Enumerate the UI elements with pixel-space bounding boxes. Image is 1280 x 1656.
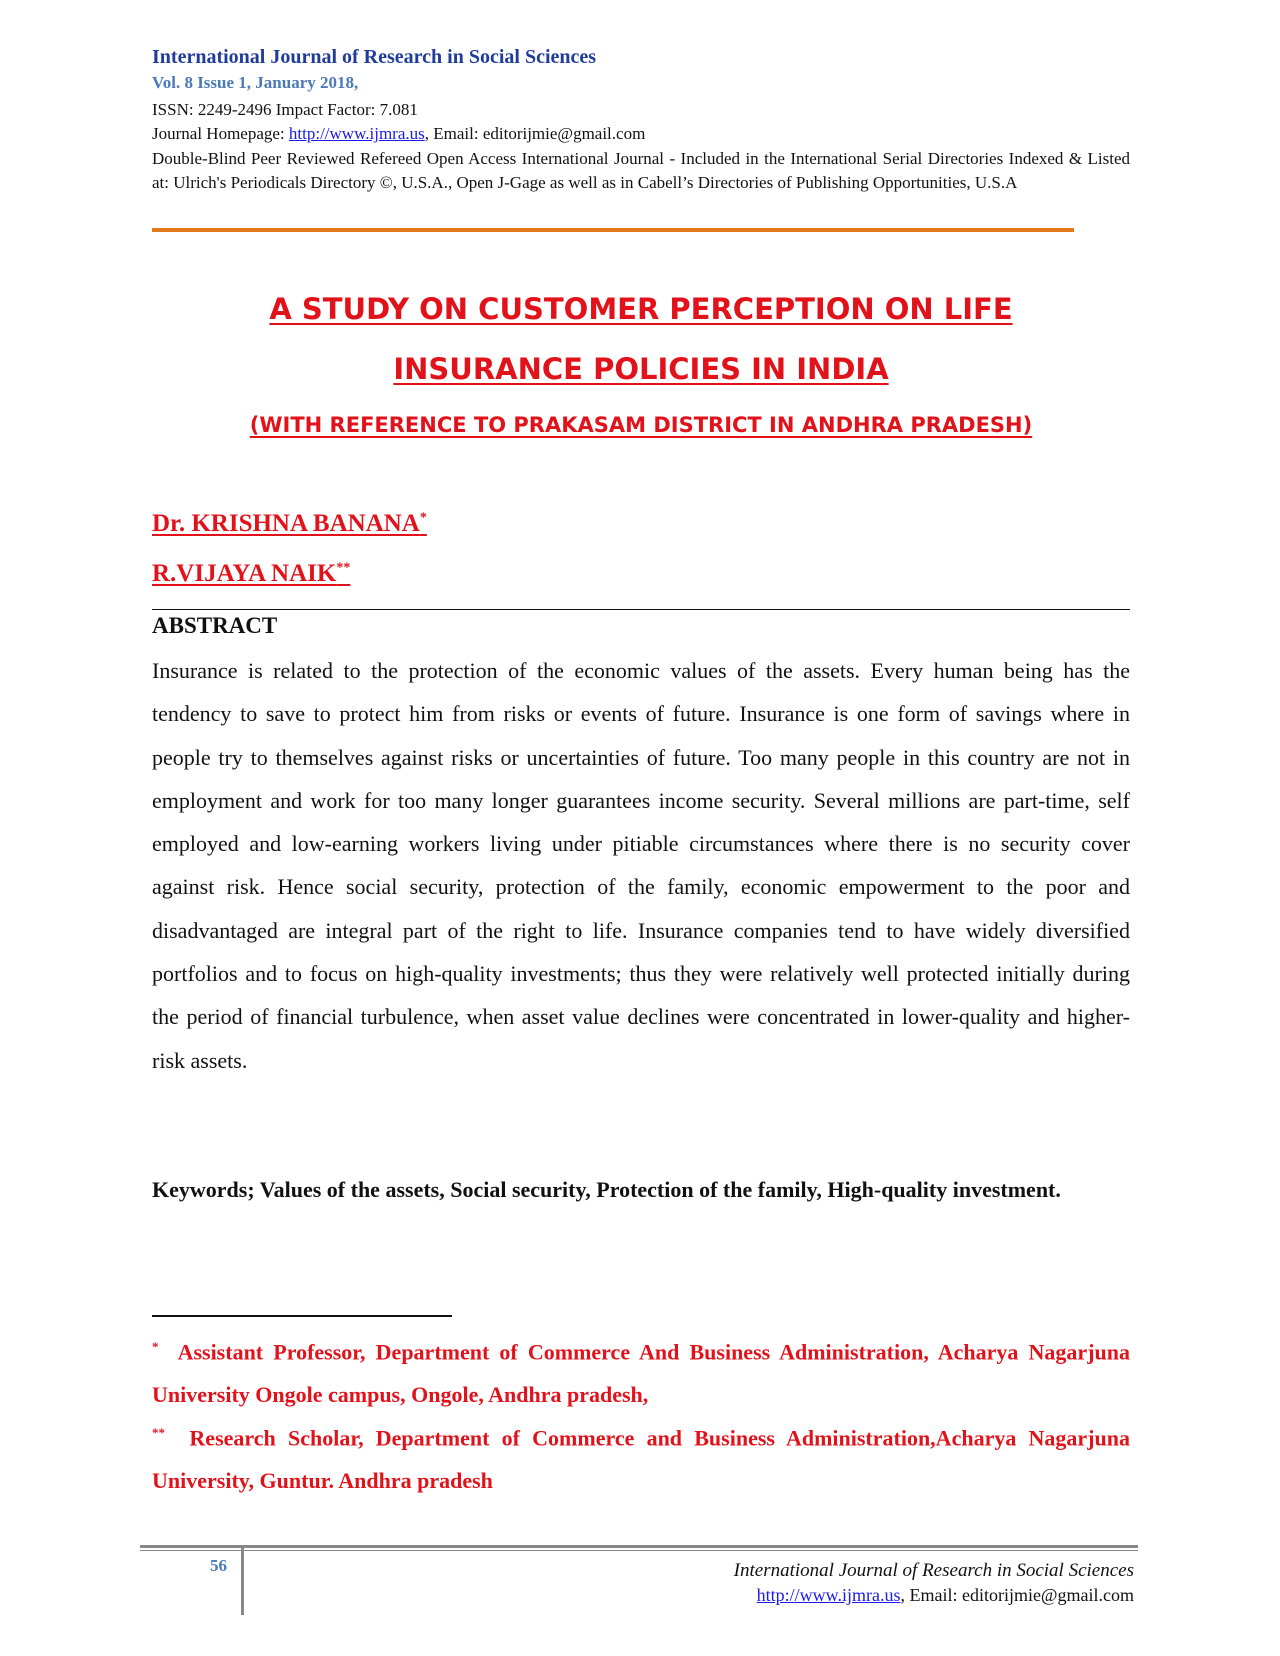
paper-title-line-1: A STUDY ON CUSTOMER PERCEPTION ON LIFE — [269, 292, 1013, 326]
footnote-1 — [152, 1325, 1130, 1416]
author-2 — [152, 560, 350, 588]
page-number: 56 — [210, 1556, 227, 1575]
footer-journal-name: International Journal of Research in Social Sciences — [733, 1560, 1134, 1581]
footer-vertical-bar — [241, 1545, 244, 1615]
paper-title-line-2: INSURANCE POLICIES IN INDIA — [393, 352, 889, 386]
author-1 — [152, 510, 427, 538]
homepage-label: Journal Homepage: — [152, 124, 289, 143]
footnote-1-mark: * — [152, 1339, 159, 1354]
footnote-divider — [152, 1315, 452, 1317]
footnote-1-text: Assistant Professor, Department of Commerce And Business Administration, Acharya Nagarjuna University Ongole campus, Ongole, Andhra pradesh, — [152, 1339, 1130, 1408]
header-divider — [152, 228, 1074, 232]
journal-name: International Journal of Research in Social Sciences — [152, 46, 597, 68]
footnote-2-mark: ** — [152, 1425, 165, 1440]
footer-email: , Email: editorijmie@gmail.com — [900, 1585, 1134, 1605]
footer-contact — [660, 1585, 1134, 1606]
footer-rule-thin — [140, 1550, 1138, 1551]
keywords: Keywords; Values of the assets, Social security, Protection of the family, High-quality investment. — [152, 1177, 1061, 1202]
paper-subtitle: (WITH REFERENCE TO PRAKASAM DISTRICT IN ANDHRA PRADESH) — [249, 413, 1033, 437]
abstract-divider — [152, 609, 1130, 610]
author-2-name: R.VIJAYA NAIK — [152, 560, 337, 587]
journal-description: Double-Blind Peer Reviewed Refereed Open Access International Journal - Included in the International Serial Directories Indexed & Listed at: Ulrich's Periodicals Directory ©, U.S.A., Open J-Gage as well as in Cabell’s Directories of Publishing Opportunities, U.S.A — [152, 149, 1130, 192]
homepage-link[interactable]: http://www.ijmra.us — [288, 124, 425, 143]
author-1-mark: * — [419, 510, 427, 526]
author-2-mark: ** — [336, 560, 351, 576]
author-1-name: Dr. KRISHNA BANANA — [152, 510, 420, 537]
footer-rule — [140, 1545, 1138, 1548]
header-email: , Email: editorijmie@gmail.com — [424, 124, 646, 143]
journal-issn: ISSN: 2249-2496 Impact Factor: 7.081 — [152, 100, 418, 119]
journal-homepage — [152, 124, 645, 144]
footnote-2 — [152, 1411, 1130, 1502]
footer-link[interactable]: http://www.ijmra.us — [756, 1585, 901, 1605]
abstract-text: Insurance is related to the protection of the economic values of the assets. Every human being has the tendency to save to protect him from risks or events of future. Insurance is one form of savings where in people try to themselves against risks or uncertainties of future. Too many people in this country are not in employment and work for too many longer guarantees income security. Several millions are part-time, self employed and low-earning workers living under pitiable circumstances where there is no security cover against risk. Hence social security, protection of the family, economic empowerment to the poor and disadvantaged are integral part of the right to life. Insurance companies tend to have widely diversified portfolios and to focus on high-quality investments; thus they were relatively well protected initially during the period of financial turbulence, when asset value declines were concentrated in lower-quality and higher-risk assets. — [152, 658, 1130, 1073]
footnote-2-text: Research Scholar, Department of Commerce and Business Administration,Acharya Nagarjuna University, Guntur. Andhra pradesh — [152, 1425, 1130, 1494]
abstract-heading: ABSTRACT — [152, 613, 278, 638]
journal-volume: Vol. 8 Issue 1, January 2018, — [152, 73, 359, 92]
